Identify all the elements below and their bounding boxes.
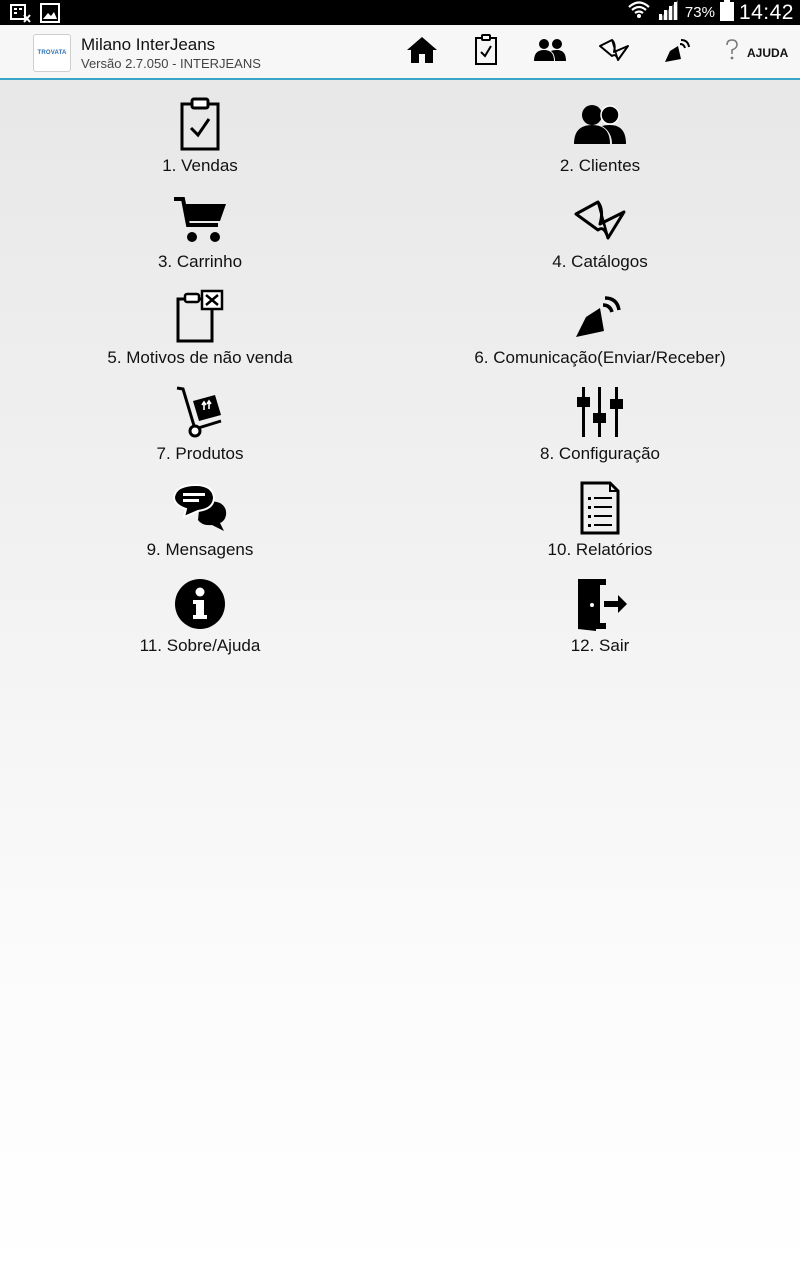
menu-label: 2. Clientes [559,156,641,175]
menu-label: 11. Sobre/Ajuda [139,636,261,655]
clients-button[interactable] [518,25,582,80]
catalogs-button[interactable] [582,25,646,80]
no-sale-icon [170,288,230,344]
exit-icon [570,576,630,632]
sales-button[interactable] [454,25,518,80]
chat-icon [170,480,230,536]
satellite-icon [662,36,694,69]
help-button[interactable] [724,38,788,67]
menu-item-comunicacao[interactable] [400,288,800,384]
clients-icon [570,96,630,152]
app-title: Milano InterJeans [81,35,216,54]
menu-label: 3. Carrinho [157,252,243,271]
menu-item-catalogos[interactable] [400,192,800,288]
info-icon [170,576,230,632]
report-icon [570,480,630,536]
signal-icon [656,0,680,26]
menu-label: 7. Produtos [156,444,244,463]
menu-label: 8. Configuração [539,444,661,463]
app-bar [0,25,800,80]
battery-percent: 73% [684,4,715,21]
help-label: AJUDA [747,45,789,60]
logo-text: TROVATA [37,50,67,56]
menu-item-configuracao[interactable] [400,384,800,480]
clock: 14:42 [738,0,794,24]
menu-item-clientes[interactable] [400,96,800,192]
menu-item-sobre-ajuda[interactable] [0,576,400,672]
home-icon [405,35,439,70]
home-button[interactable] [390,25,454,80]
menu-item-relatorios[interactable] [400,480,800,576]
clients-icon [533,37,567,68]
menu-item-carrinho[interactable] [0,192,400,288]
menu-label: 9. Mensagens [146,540,254,559]
menu-label: 5. Motivos de não venda [107,348,293,367]
communication-button[interactable] [646,25,710,80]
menu-label: 1. Vendas [162,156,238,175]
app-version: Versão 2.7.050 - INTERJEANS [81,56,261,71]
catalog-book-icon [570,192,630,248]
satellite-icon [570,288,630,344]
main-menu [0,96,800,672]
menu-item-produtos[interactable] [0,384,400,480]
wifi-icon [627,0,651,26]
menu-label: 12. Sair [570,636,630,655]
menu-item-vendas[interactable] [0,96,400,192]
menu-label: 6. Comunicação(Enviar/Receber) [474,348,726,367]
battery-icon [720,0,734,26]
question-icon [724,38,740,67]
action-bar [390,25,788,80]
hand-truck-icon [170,384,230,440]
menu-item-mensagens[interactable] [0,480,400,576]
catalog-book-icon [598,38,630,67]
cart-icon [170,192,230,248]
menu-label: 4. Catálogos [552,252,648,271]
clipboard-check-icon [170,96,230,152]
menu-item-sair[interactable] [400,576,800,672]
menu-item-motivos-nao-venda[interactable] [0,288,400,384]
status-bar [0,0,800,25]
menu-label: 10. Relatórios [547,540,653,559]
clipboard-check-icon [474,34,498,71]
sliders-icon [570,384,630,440]
app-logo [33,34,71,72]
